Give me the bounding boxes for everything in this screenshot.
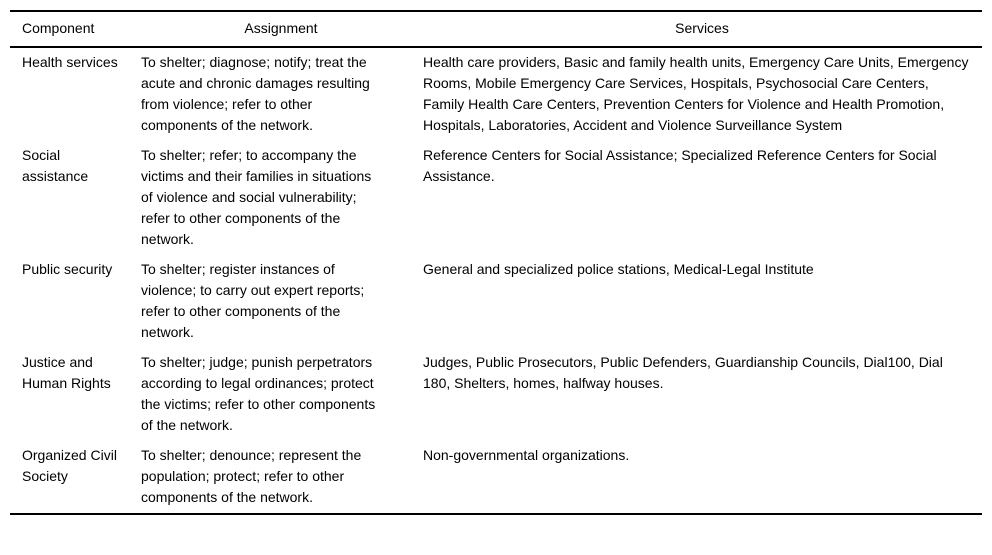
cell-component: Organized Civil Society (22, 447, 117, 484)
cell-services: Non-governmental organizations. (423, 447, 630, 463)
cell-assignment: To shelter; judge; punish perpetrators according to legal ordinances; protect the victims; refer to other components of the network. (141, 354, 376, 433)
table-header-row (10, 11, 982, 47)
cell-assignment: To shelter; refer; to accompany the victims and their families in situations of violence and social vulnerability; refer to other components of the network. (141, 147, 372, 247)
cell-services: Health care providers, Basic and family health units, Emergency Care Units, Emergency Rooms, Mobile Emergency Care Services, Hospitals, Psychosocial Care Centers, Family Health Care Centers, Prevention Centers for Violence and Health Promotion, Hospitals, Laboratories, Accident and Violence Surveillance System (423, 54, 969, 133)
cell-assignment: To shelter; denounce; represent the population; protect; refer to other components of the network. (141, 447, 362, 505)
table-row (10, 255, 982, 348)
table-row (10, 47, 982, 141)
cell-component: Health services (22, 54, 118, 70)
cell-component: Social assistance (22, 147, 89, 184)
cell-services: Reference Centers for Social Assistance; Specialized Reference Centers for Social Assistance. (423, 147, 937, 184)
cell-services: General and specialized police stations, Medical-Legal Institute (423, 261, 814, 277)
header-component: Component (22, 20, 95, 36)
cell-assignment: To shelter; diagnose; notify; treat the acute and chronic damages resulting from violence; refer to other components of the network. (141, 54, 370, 133)
cell-services: Judges, Public Prosecutors, Public Defenders, Guardianship Councils, Dial100, Dial 180, Shelters, homes, halfway houses. (423, 354, 943, 391)
cell-assignment: To shelter; register instances of violence; to carry out expert reports; refer to other components of the network. (141, 261, 365, 340)
table-row (10, 141, 982, 255)
header-assignment: Assignment (244, 20, 318, 36)
table-row (10, 348, 982, 441)
cell-component: Justice and Human Rights (22, 354, 111, 391)
table-row (10, 441, 982, 514)
header-services: Services (675, 20, 729, 36)
table-body (10, 47, 982, 514)
cell-component: Public security (22, 261, 113, 277)
services-table (10, 10, 982, 515)
